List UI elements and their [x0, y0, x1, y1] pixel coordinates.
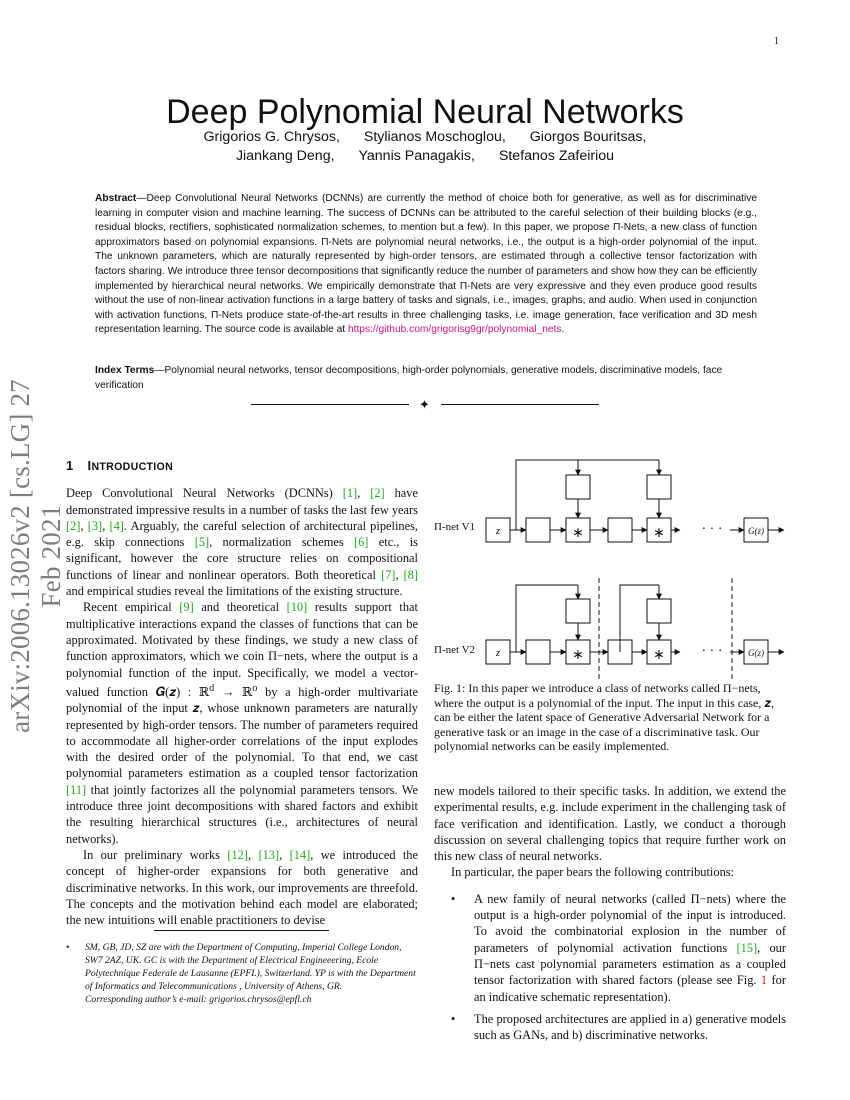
intro-paragraph-2: Recent empirical [9] and theoretical [10] results support that multiplicative interactions expand the classes of functions that can be approximated. Motivated by these findings, we study a new class of function approximators, which we coin Π−nets, where the output is a polynomial function of the input. Specifically, we model a vector-valued function 𝑮(𝒛) : ℝ$^d$ → ℝ$^o$ by a high-order multivariate polynomial of the input 𝒛, whose unknown parameters are naturally represented by high-order tensors. The number of parameters required to accommodate all higher-order correlations of the input explodes with the desired order of the polynomial. To that end, we cast polynomial parameters estimation as a coupled tensor factorization [11] that jointly factorizes all the polynomial parameters tensors. We introduce three joint decompositions with shared factors and exhibit the resulting hierarchical structures (i.e., architectures of neural networks). — [66, 600, 418, 846]
citation[interactable]: [11] — [66, 782, 87, 797]
section-divider — [251, 397, 601, 412]
output-label: G(z) — [748, 526, 764, 536]
divider-rule-right — [441, 404, 599, 405]
figure-1-diagram — [430, 455, 790, 680]
output-label: G(z) — [748, 648, 764, 658]
divider-rule-left — [251, 404, 409, 405]
injection-block — [566, 599, 590, 623]
author-list — [0, 128, 850, 166]
linear-block — [608, 518, 632, 542]
contributions-list — [434, 891, 786, 1044]
figure-caption: Fig. 1: In this paper we introduce a class of networks called Π−nets, where the output is a polynomial of the input. The input in this case, 𝒛, can be either the latent space of Generative Adversarial Network for a generative task or an image in the case of a discriminative task. Our polynomial networks can be easily implemented. — [434, 681, 775, 754]
citation[interactable]: [15] — [736, 940, 758, 955]
footnote — [66, 941, 418, 1006]
input-label: z — [495, 647, 501, 659]
index-terms-text: —Polynomial neural networks, tensor decompositions, high-order polynomials, generative models, discriminative models, face verification — [95, 365, 723, 391]
author: Stefanos Zafeiriou — [498, 148, 615, 164]
right-column — [434, 783, 786, 1049]
author: Giorgos Bouritsas, — [529, 129, 647, 145]
section-number: 1 — [66, 458, 74, 473]
abstract-text: —Deep Convolutional Neural Networks (DCNNs) are currently the method of choice both for generative, as well as for discriminative learning in computer vision and machine learning. The success of DCNNs can be attributed to the careful selection of their building blocks (e.g., residual blocks, rectifiers, sophisticated normalization schemes, to mention but a few). In this paper, we propose Π-Nets, a new class of function approximators based on polynomial expansions. Π-Nets are polynomial neural networks, i.e., the output is a high-order polynomial of the input. The unknown parameters, which are naturally represented by high-order tensors, are estimated through a collective tensor factorization with factors sharing. We introduce three tensor decompositions that significantly reduce the number of parameters and show how they can be efficiently implemented by hierarchical neural networks. We empirically demonstrate that Π-Nets are very expressive and they even produce good results without the use of non-linear activation functions in a large battery of tasks and signals, i.e., images, graphs, and audio. When used in conjunction with activation functions, Π-Nets produce state-of-the-art results in three challenging tasks, i.e. image generation, face verification and 3D mesh representation learning. The source code is available at — [95, 193, 757, 336]
right-paragraph-2: In particular, the paper bears the following contributions: — [451, 865, 735, 880]
citation[interactable]: [2] — [66, 518, 81, 533]
citation[interactable]: [8] — [403, 567, 418, 582]
index-terms-label: Index Terms — [95, 365, 155, 376]
hadamard-symbol: ∗ — [572, 648, 584, 663]
abstract — [95, 192, 757, 338]
hadamard-symbol: ∗ — [653, 526, 665, 541]
ellipsis: · · · — [701, 644, 723, 659]
citation[interactable]: [2] — [370, 486, 385, 501]
injection-block — [647, 475, 671, 499]
bullet-icon: • — [451, 891, 456, 906]
section-heading — [66, 458, 418, 475]
footnote-affiliations: SM, GB, JD, SZ are with the Department of Computing, Imperial College London, SW7 2AZ, UK. GC is with the Department of Electrical Engineeering, Ecole Polytechnique Federale de Lausanne (EPFL), Switzerland. YP is with the Department of Informatics and Telecommunications , University of Athens, GR. — [85, 942, 416, 992]
input-label: z — [495, 525, 501, 537]
hadamard-symbol: ∗ — [653, 648, 665, 663]
abstract-label: Abstract — [95, 193, 137, 204]
arxiv-stamp: arXiv:2006.13026v2 [cs.LG] 27 Feb 2021 — [5, 379, 66, 733]
citation[interactable]: [12] — [227, 847, 249, 862]
linear-block — [526, 640, 550, 664]
citation[interactable]: [10] — [286, 600, 308, 615]
pi-net-v2-row — [434, 578, 784, 680]
author: Jiankang Deng, — [235, 148, 335, 164]
citation[interactable]: [9] — [179, 600, 194, 615]
author: Grigorios G. Chrysos, — [203, 129, 340, 145]
citation[interactable]: [5] — [194, 535, 210, 550]
right-paragraph-1: new models tailored to their specific tasks. In addition, we extend the experimental results, e.g. include experiment in the challenging task of face verification and identification. Lastly, we conduct a thorough discussion on several challenging topics that require further work on this new class of neural networks. — [434, 784, 786, 864]
author: Yannis Panagakis, — [358, 148, 475, 164]
citation[interactable]: [3] — [87, 518, 103, 533]
citation[interactable]: [14] — [289, 847, 311, 862]
pi-net-v1-row — [434, 460, 784, 542]
list-item: • The proposed architectures are applied in a) generative models such as GANs, and b) discriminative networks. — [451, 1011, 786, 1043]
citation[interactable]: [13] — [258, 847, 280, 862]
bullet-icon: • — [451, 1011, 456, 1026]
linear-block — [526, 518, 550, 542]
intro-paragraph-1: Deep Convolutional Neural Networks (DCNNs) [1], [2] have demonstrated impressive results in a number of tasks the last few years [2], [3], [4]. Arguably, the careful selection of architectural pipelines, e.g. skip connections [5], normalization schemes [6] etc., is significant, however the core structure relies on compositional functions of linear and nonlinear operators. Both theoretical [7], [8] and empirical studies reveal the limitations of the existing structure. — [66, 486, 419, 599]
index-terms — [95, 364, 757, 393]
citation[interactable]: [6] — [353, 535, 369, 550]
section-title-rest: NTRODUCTION — [91, 461, 174, 473]
row-label: Π-net V1 — [434, 521, 476, 533]
footnote-rule — [154, 930, 329, 931]
left-column — [66, 458, 418, 928]
injection-block — [566, 475, 590, 499]
injection-block — [647, 599, 671, 623]
paper-title: Deep Polynomial Neural Networks — [166, 92, 684, 131]
intro-paragraph-3: In our preliminary works [12], [13], [14], we introduced the concept of higher-order expansions for both generative and discriminative networks. In this work, our improvements are threefold. The concepts and the motivation behind each model are elaborated; the new intuitions will enable practitioners to devise — [66, 847, 419, 928]
citation[interactable]: [1] — [342, 486, 358, 501]
figure-reference[interactable]: 1 — [760, 973, 768, 988]
footnote-bullet: • — [66, 942, 70, 953]
footnote-email: Corresponding author’s e-mail: grigorios.chrysos@epfl.ch — [85, 994, 312, 1005]
citation[interactable]: [4] — [109, 518, 124, 533]
source-code-link[interactable]: https://github.com/grigorisg9gr/polynomial_nets — [347, 324, 562, 336]
abstract-end: . — [561, 324, 565, 336]
row-label: Π-net V2 — [434, 644, 476, 656]
author: Stylianos Moschoglou, — [363, 129, 506, 145]
hadamard-symbol: ∗ — [572, 526, 584, 541]
citation[interactable]: [7] — [380, 567, 396, 582]
page-number: 1 — [774, 36, 779, 47]
section-title-first: I — [87, 458, 92, 473]
ellipsis: · · · — [701, 522, 723, 537]
list-item: • A new family of neural networks (called Π−nets) where the output is a high-order polynomial of the input is introduced. To avoid the combinatorial explosion in the number of parameters of polynomial activation functions [15], our Π−nets cast polynomial parameters estimation as a coupled tensor factorization with shared factors (please see Fig. 1 for an indicative schematic representation). — [451, 891, 787, 1004]
divider-diamond-icon: ✦ — [419, 397, 430, 412]
